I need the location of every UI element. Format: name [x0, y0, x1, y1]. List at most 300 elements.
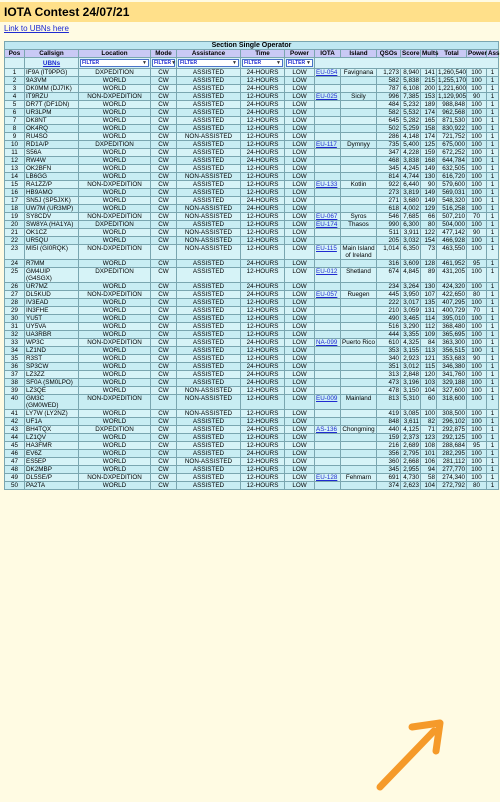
row-power-watts: 95 — [467, 442, 487, 450]
row-pos: 29 — [5, 307, 25, 315]
location-filter[interactable] — [80, 59, 149, 67]
row-mode: CW — [151, 315, 177, 323]
row-mults: 109 — [421, 331, 437, 339]
table-row — [5, 268, 499, 283]
col-qsos[interactable]: QSOs — [377, 50, 401, 58]
row-iota — [315, 109, 341, 117]
col-mults[interactable]: Mults — [422, 50, 439, 57]
time-filter[interactable] — [242, 59, 283, 67]
row-power-watts: 70 — [467, 307, 487, 315]
row-qsos: 216 — [377, 442, 401, 450]
callsign-text: UR5QU — [26, 237, 49, 244]
iota-link[interactable]: EU-128 — [316, 474, 338, 481]
row-qsos: 691 — [377, 474, 401, 482]
iota-link[interactable]: EU-133 — [316, 181, 338, 188]
col-assistance[interactable]: Assistance — [177, 50, 241, 58]
row-score: 3,680 — [401, 197, 421, 205]
table-row — [5, 197, 499, 205]
row-callsign — [25, 197, 79, 205]
row-power: LOW — [285, 133, 315, 141]
results-table — [4, 41, 499, 490]
row-ass: 1 — [487, 442, 499, 450]
row-mults: 94 — [421, 466, 437, 474]
row-callsign — [25, 85, 79, 93]
row-callsign — [25, 229, 79, 237]
row-time: 12-HOURS — [241, 331, 285, 339]
row-qsos: 351 — [377, 363, 401, 371]
row-callsign — [25, 291, 79, 299]
power-filter[interactable] — [286, 59, 313, 67]
row-qsos: 546 — [377, 213, 401, 221]
row-score: 6,440 — [401, 181, 421, 189]
row-mults: 123 — [421, 434, 437, 442]
row-power-watts: 100 — [467, 339, 487, 347]
row-island — [341, 307, 377, 315]
row-power-watts: 95 — [467, 260, 487, 268]
row-time: 24-HOURS — [241, 205, 285, 213]
row-assistance: ASSISTED — [177, 101, 241, 109]
row-ass: 1 — [487, 450, 499, 458]
table-row — [5, 141, 499, 149]
row-mults: 114 — [421, 315, 437, 323]
row-location: WORLD — [79, 466, 151, 474]
row-callsign — [25, 315, 79, 323]
row-assistance: ASSISTED — [177, 117, 241, 125]
row-mults: 153 — [421, 93, 437, 101]
row-power-watts: 100 — [467, 410, 487, 418]
row-qsos: 484 — [377, 101, 401, 109]
row-mode: CW — [151, 268, 177, 283]
ubn-link[interactable]: Link to UBNs here — [4, 24, 69, 33]
col-location[interactable]: Location — [79, 50, 151, 58]
row-ass: 1 — [487, 268, 499, 283]
row-assistance: ASSISTED — [177, 165, 241, 173]
row-pos: 15 — [5, 181, 25, 189]
row-pos: 12 — [5, 157, 25, 165]
row-power: LOW — [285, 291, 315, 299]
row-score: 3,150 — [401, 387, 421, 395]
row-time: 12-HOURS — [241, 77, 285, 85]
row-mode: CW — [151, 323, 177, 331]
row-pos: 5 — [5, 101, 25, 109]
row-mults: 149 — [421, 197, 437, 205]
row-island — [341, 197, 377, 205]
row-callsign — [25, 482, 79, 490]
col-time[interactable]: Time — [241, 50, 285, 58]
row-pos: 50 — [5, 482, 25, 490]
row-power-watts: 100 — [467, 69, 487, 77]
row-callsign — [25, 379, 79, 387]
row-mults: 113 — [421, 347, 437, 355]
row-iota — [315, 283, 341, 291]
iota-link[interactable]: EU-012 — [316, 268, 338, 275]
row-island — [341, 387, 377, 395]
iota-link[interactable]: EU-117 — [316, 141, 337, 148]
row-location: WORLD — [79, 371, 151, 379]
callsign-text: DL5KUD — [26, 291, 51, 298]
row-mode: CW — [151, 339, 177, 347]
row-ass: 1 — [487, 371, 499, 379]
table-row — [5, 450, 499, 458]
col-iota[interactable]: IOTA — [315, 50, 341, 58]
row-location: WORLD — [79, 434, 151, 442]
row-iota — [315, 260, 341, 268]
row-power: LOW — [285, 181, 315, 189]
row-island — [341, 458, 377, 466]
iota-link[interactable]: EU-057 — [316, 291, 338, 298]
row-pos: 2 — [5, 77, 25, 85]
col-callsign[interactable]: Callsign — [25, 50, 79, 58]
col-mode[interactable]: Mode — [151, 50, 177, 58]
row-mode: CW — [151, 379, 177, 387]
col-pos[interactable]: Pos — [5, 50, 25, 58]
row-ass: 1 — [487, 395, 499, 410]
row-assistance: ASSISTED — [177, 291, 241, 299]
table-row — [5, 213, 499, 221]
row-score: 3,059 — [401, 307, 421, 315]
row-island — [341, 229, 377, 237]
row-ass: 1 — [487, 426, 499, 434]
row-qsos: 478 — [377, 387, 401, 395]
row-power: LOW — [285, 85, 315, 93]
row-ass: 1 — [487, 379, 499, 387]
row-iota — [315, 117, 341, 125]
row-iota — [315, 347, 341, 355]
table-row — [5, 426, 499, 434]
row-power: LOW — [285, 410, 315, 418]
row-total: 272,792 — [437, 482, 467, 490]
row-total: 830,922 — [437, 125, 467, 133]
row-time: 12-HOURS — [241, 213, 285, 221]
table-row — [5, 125, 499, 133]
row-iota — [315, 291, 341, 299]
row-ass: 1 — [487, 93, 499, 101]
filter-label: FILTER — [154, 60, 172, 66]
row-time: 24-HOURS — [241, 363, 285, 371]
row-total: 1,221,600 — [438, 85, 467, 92]
row-callsign — [25, 363, 79, 371]
row-power-watts: 100 — [467, 283, 487, 291]
row-location: WORLD — [79, 260, 151, 268]
row-assistance: ASSISTED — [177, 323, 241, 331]
row-island — [341, 77, 377, 85]
row-power: LOW — [285, 450, 315, 458]
row-mults: 189 — [421, 101, 437, 109]
row-time: 12-HOURS — [241, 133, 285, 141]
row-mode: CW — [151, 85, 177, 93]
filter-label: FILTER — [244, 60, 262, 66]
callsign-text: LZ3ZZ — [26, 371, 45, 378]
row-total: 277,770 — [437, 466, 467, 474]
row-assistance: NON-ASSISTED — [177, 458, 241, 466]
row-time: 24-HOURS — [241, 157, 285, 165]
iota-link[interactable]: EU-067 — [316, 213, 338, 220]
row-mode: CW — [151, 157, 177, 165]
row-location: WORLD — [79, 410, 151, 418]
col-power-watts[interactable]: Power — [468, 50, 487, 57]
row-island — [341, 442, 377, 450]
row-iota — [315, 482, 341, 490]
row-pos: 37 — [5, 371, 25, 379]
iota-link[interactable]: EU-054 — [316, 69, 338, 76]
col-total[interactable]: Total — [437, 50, 467, 58]
row-island: Syros — [341, 213, 377, 221]
row-total: 988,848 — [437, 101, 467, 109]
row-iota — [315, 245, 341, 260]
row-assistance: NON-ASSISTED — [177, 387, 241, 395]
row-mults: 115 — [421, 363, 437, 371]
row-callsign — [25, 387, 79, 395]
row-callsign — [25, 331, 79, 339]
row-power: LOW — [285, 379, 315, 387]
row-callsign — [25, 434, 79, 442]
row-time: 24-HOURS — [241, 426, 285, 434]
table-row — [5, 347, 499, 355]
table-row — [5, 387, 499, 395]
row-mults: 174 — [421, 109, 437, 117]
row-score: 4,002 — [401, 205, 421, 213]
chevron-down-icon: ▼ — [306, 60, 311, 66]
table-row — [5, 458, 499, 466]
row-power-watts: 100 — [467, 268, 487, 283]
filter-label: FILTER — [82, 60, 100, 66]
row-power: LOW — [285, 387, 315, 395]
row-power: LOW — [285, 221, 315, 229]
row-score: 5,532 — [401, 109, 421, 117]
callsign-text: HA3FMR — [26, 442, 52, 449]
row-location: WORLD — [79, 418, 151, 426]
row-total: 274,340 — [437, 474, 467, 482]
row-qsos: 347 — [377, 149, 401, 157]
col-score[interactable]: Score — [402, 50, 420, 57]
row-assistance: ASSISTED — [177, 434, 241, 442]
filter-cell-power — [285, 58, 315, 69]
row-score: 2,373 — [401, 434, 421, 442]
row-iota — [315, 237, 341, 245]
row-pos: 14 — [5, 173, 25, 181]
row-power-watts: 100 — [467, 331, 487, 339]
iota-link[interactable]: NA-099 — [316, 339, 338, 346]
row-callsign — [25, 237, 79, 245]
row-total: 871,530 — [437, 117, 467, 125]
row-time: 12-HOURS — [241, 245, 285, 260]
row-location: WORLD — [79, 77, 151, 85]
row-time: 12-HOURS — [241, 117, 285, 125]
row-iota — [315, 133, 341, 141]
row-location: WORLD — [79, 482, 151, 490]
row-pos: 3 — [5, 85, 25, 93]
row-time: 12-HOURS — [241, 299, 285, 307]
table-row — [5, 260, 499, 268]
callsign-text: SW8YA (HA1YA) — [26, 221, 74, 228]
row-score: 6,300 — [401, 221, 421, 229]
table-row — [5, 101, 499, 109]
row-power: LOW — [285, 165, 315, 173]
row-power-watts: 100 — [467, 474, 487, 482]
row-mode: CW — [151, 260, 177, 268]
table-row — [5, 418, 499, 426]
callsign-text: RD1A/P — [26, 141, 49, 148]
row-mults: 108 — [421, 442, 437, 450]
row-mults: 131 — [421, 307, 437, 315]
row-power-watts: 100 — [467, 157, 487, 165]
row-mults: 165 — [421, 117, 437, 125]
row-power-watts: 100 — [467, 387, 487, 395]
iota-link[interactable]: EU-009 — [316, 395, 338, 402]
row-qsos: 490 — [377, 315, 401, 323]
table-row — [5, 109, 499, 117]
iota-link[interactable]: EU-025 — [316, 93, 338, 100]
row-location: WORLD — [79, 299, 151, 307]
column-header-row — [5, 50, 499, 58]
row-pos: 21 — [5, 229, 25, 237]
row-iota — [315, 474, 341, 482]
table-row — [5, 331, 499, 339]
row-mults: 168 — [421, 157, 437, 165]
row-assistance: ASSISTED — [177, 157, 241, 165]
row-pos: 44 — [5, 434, 25, 442]
row-location: WORLD — [79, 189, 151, 197]
row-island — [341, 418, 377, 426]
row-assistance: ASSISTED — [177, 181, 241, 189]
row-power-watts: 100 — [467, 379, 487, 387]
col-ass[interactable]: Ass — [488, 50, 500, 57]
callsign-text: IF9A (IT9PPG) — [26, 69, 68, 76]
row-assistance: ASSISTED — [177, 347, 241, 355]
row-iota — [315, 197, 341, 205]
table-row — [5, 482, 499, 490]
row-callsign — [25, 466, 79, 474]
row-power-watts: 90 — [467, 229, 487, 237]
row-score: 3,819 — [401, 189, 421, 197]
row-island: Dymnyy — [341, 141, 377, 149]
table-row — [5, 291, 499, 299]
row-location: WORLD — [79, 323, 151, 331]
row-mults: 80 — [421, 221, 437, 229]
row-iota — [315, 307, 341, 315]
row-assistance: ASSISTED — [177, 355, 241, 363]
row-mults: 89 — [421, 268, 437, 283]
row-iota — [315, 410, 341, 418]
row-score: 4,845 — [401, 268, 421, 283]
row-total: 341,760 — [437, 371, 467, 379]
row-ass: 1 — [487, 482, 499, 490]
row-power: LOW — [285, 197, 315, 205]
row-callsign — [25, 109, 79, 117]
row-power-watts: 100 — [467, 458, 487, 466]
row-iota — [315, 355, 341, 363]
row-mode: CW — [151, 221, 177, 229]
row-island — [341, 434, 377, 442]
row-power-watts: 100 — [467, 371, 487, 379]
row-assistance: ASSISTED — [177, 315, 241, 323]
row-callsign — [25, 141, 79, 149]
row-assistance: NON-ASSISTED — [177, 173, 241, 181]
row-pos: 8 — [5, 125, 25, 133]
row-callsign — [25, 371, 79, 379]
iota-link[interactable]: EU-115 — [316, 245, 337, 252]
row-qsos: 1,014 — [377, 245, 401, 260]
row-power-watts: 70 — [467, 213, 487, 221]
callsign-text: DR7T (DF1DN) — [26, 101, 70, 108]
row-pos: 41 — [5, 410, 25, 418]
row-power-watts: 100 — [467, 173, 487, 181]
iota-link[interactable]: AS-136 — [316, 426, 338, 433]
row-assistance: ASSISTED — [177, 363, 241, 371]
row-power: LOW — [285, 109, 315, 117]
row-power-watts: 100 — [467, 434, 487, 442]
row-power-watts: 100 — [467, 205, 487, 213]
filter-label: FILTER — [180, 60, 198, 66]
row-power-watts: 100 — [467, 363, 487, 371]
row-location: WORLD — [79, 315, 151, 323]
mode-filter[interactable] — [152, 59, 175, 67]
callsign-text: OK2BFN — [26, 165, 52, 172]
row-ass: 1 — [487, 213, 499, 221]
row-callsign — [25, 283, 79, 291]
row-score: 4,744 — [401, 173, 421, 181]
callsign-text: MI5I (GI0RQK) — [26, 245, 68, 252]
table-row — [5, 307, 499, 315]
table-row — [5, 363, 499, 371]
row-callsign — [25, 410, 79, 418]
row-total: 292,125 — [437, 434, 467, 442]
row-qsos: 610 — [377, 339, 401, 347]
row-time: 12-HOURS — [241, 347, 285, 355]
row-location: NON-DXPEDITION — [79, 245, 151, 260]
row-time: 12-HOURS — [241, 189, 285, 197]
filter-cell-location — [79, 58, 151, 69]
callsign-text: SP3CW — [26, 363, 49, 370]
row-power: LOW — [285, 283, 315, 291]
row-total: 346,380 — [437, 363, 467, 371]
row-pos: 24 — [5, 260, 25, 268]
row-power: LOW — [285, 157, 315, 165]
row-mode: CW — [151, 331, 177, 339]
iota-link[interactable]: EU-174 — [316, 221, 338, 228]
row-time: 12-HOURS — [241, 458, 285, 466]
row-callsign — [25, 395, 79, 410]
row-time: 12-HOURS — [241, 442, 285, 450]
row-iota — [315, 323, 341, 331]
row-mults: 71 — [421, 426, 437, 434]
row-location: NON-DXPEDITION — [79, 291, 151, 299]
row-score: 3,355 — [401, 331, 421, 339]
row-island — [341, 101, 377, 109]
row-power: LOW — [285, 117, 315, 125]
row-time: 12-HOURS — [241, 307, 285, 315]
row-power: LOW — [285, 347, 315, 355]
row-total: 296,102 — [437, 418, 467, 426]
col-power[interactable]: Power — [285, 50, 315, 58]
row-location: DXPEDITION — [79, 221, 151, 229]
table-row — [5, 379, 499, 387]
assistance-filter[interactable] — [178, 59, 239, 67]
callsign-text: SN5J (SP5JXK) — [26, 197, 71, 204]
row-iota — [315, 371, 341, 379]
row-pos: 34 — [5, 347, 25, 355]
row-score: 6,350 — [401, 245, 421, 260]
row-mode: CW — [151, 125, 177, 133]
callsign-text: OK4RQ — [26, 125, 49, 132]
row-location: WORLD — [79, 379, 151, 387]
row-power-watts: 100 — [467, 85, 487, 93]
row-location: WORLD — [79, 117, 151, 125]
col-island[interactable]: Island — [341, 50, 377, 58]
table-row — [5, 323, 499, 331]
row-mode: CW — [151, 165, 177, 173]
ubns-link[interactable]: UBNs — [42, 59, 61, 67]
